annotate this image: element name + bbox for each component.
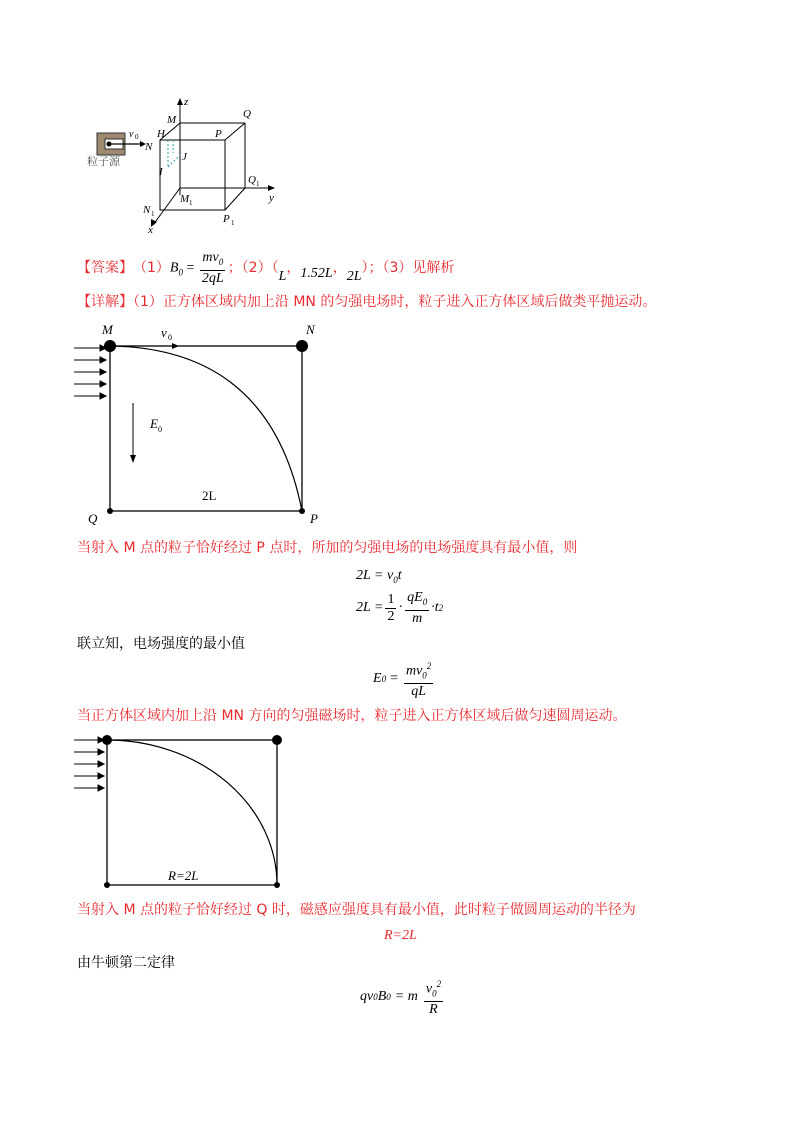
- source-label: 粒子源: [87, 155, 120, 168]
- equation-1: $2L = v_0t$: [356, 568, 402, 585]
- svg-text:v: v: [161, 325, 167, 340]
- svg-text:Q: Q: [248, 174, 256, 186]
- v0-label: v: [129, 129, 134, 140]
- electric-field-figure: [70, 318, 340, 533]
- answer-tag: 【答案】: [77, 260, 133, 277]
- equation-4: qv 0 B 0 = m $\frac{v_0^2}{R}$: [360, 976, 445, 1018]
- svg-text:Q: Q: [243, 108, 251, 120]
- para-1: 当射入 M 点的粒子恰好经过 P 点时，所加的匀强电场的电场强度具有最小值，则: [77, 540, 578, 556]
- svg-text:N: N: [143, 204, 151, 216]
- svg-text:y: y: [269, 192, 274, 204]
- svg-text:z: z: [184, 96, 189, 108]
- svg-text:1: 1: [151, 210, 155, 218]
- svg-text:x: x: [148, 224, 153, 235]
- radius-value: R=2L: [384, 928, 417, 943]
- para-3: 当正方体区域内加上沿 MN 方向的匀强磁场时，粒子进入正方体区域后做匀速圆周运动。: [77, 708, 627, 724]
- svg-text:M: M: [180, 193, 190, 205]
- svg-text:P: P: [310, 511, 318, 526]
- svg-text:N: N: [145, 141, 153, 153]
- svg-text:Q: Q: [88, 511, 98, 526]
- svg-text:1: 1: [189, 199, 193, 207]
- svg-text:R=2L: R=2L: [168, 868, 199, 883]
- svg-text:N: N: [306, 322, 315, 337]
- para-4: 当射入 M 点的粒子恰好经过 Q 时，磁感应强度具有最小值，此时粒子做圆周运动的半径为: [77, 902, 636, 918]
- svg-text:E: E: [150, 416, 158, 431]
- svg-text:1: 1: [256, 180, 260, 188]
- svg-text:P: P: [215, 128, 222, 140]
- detail-line: 【详解】（1）正方体区域内加上沿 MN 的匀强电场时，粒子进入正方体区域后做类平抛运动。: [77, 294, 657, 310]
- svg-text:1: 1: [231, 219, 235, 227]
- b0-formula: $B_0$ = $\frac{mv_0}{2qL}$: [169, 250, 224, 286]
- svg-text:0: 0: [158, 425, 162, 434]
- svg-text:H: H: [157, 128, 165, 140]
- para-2: 联立知，电场强度的最小值: [77, 636, 245, 652]
- para-5: 由牛顿第二定律: [77, 955, 175, 971]
- svg-text:P: P: [223, 213, 230, 225]
- svg-text:0: 0: [168, 333, 172, 342]
- magnetic-field-figure: [70, 730, 300, 895]
- circular-trajectory: [107, 740, 277, 885]
- equation-3: E 0 = $\frac{mv_0^2}{qL}$: [373, 658, 435, 700]
- svg-text:M: M: [167, 114, 177, 126]
- cube-figure: [85, 95, 285, 235]
- svg-text:J: J: [182, 151, 187, 163]
- svg-text:I: I: [159, 166, 163, 178]
- equation-2: 2L = $\frac{1}{2}$ · $\frac{qE_0}{m}$ ·t 2: [356, 590, 444, 626]
- answer-line: 【答案】 （1） $B_0$ = $\frac{mv_0}{2qL}$ ；（2）（ L ， 1.52L ， 2L ）；（3）见解析: [77, 250, 455, 286]
- svg-text:0: 0: [135, 133, 139, 141]
- svg-text:2L: 2L: [202, 488, 217, 503]
- parabola-trajectory: [110, 346, 302, 511]
- svg-text:M: M: [102, 322, 113, 337]
